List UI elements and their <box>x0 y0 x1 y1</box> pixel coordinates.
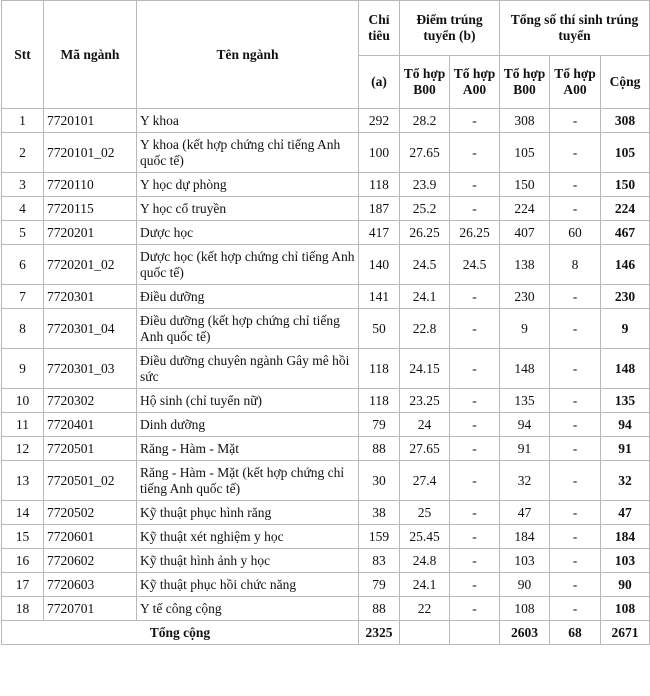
row-stt: 8 <box>2 309 44 349</box>
row-ten-nganh: Dinh dưỡng <box>137 413 359 437</box>
row-cong: 105 <box>601 133 650 173</box>
header-stt: Stt <box>2 1 44 109</box>
total-empty-a00 <box>450 621 500 645</box>
row-diem-b00: 24 <box>400 413 450 437</box>
row-cong: 230 <box>601 285 650 309</box>
row-ten-nganh: Hộ sinh (chỉ tuyển nữ) <box>137 389 359 413</box>
row-diem-a00: - <box>450 461 500 501</box>
header-chi-tieu: Chỉ tiêu <box>359 1 400 56</box>
row-cong: 146 <box>601 245 650 285</box>
row-ma-nganh: 7720301_03 <box>44 349 137 389</box>
total-ts-a00: 68 <box>550 621 601 645</box>
row-diem-a00: - <box>450 197 500 221</box>
row-ts-a00: - <box>550 349 601 389</box>
table-row <box>2 285 650 309</box>
row-ts-a00: - <box>550 309 601 349</box>
row-ts-a00: - <box>550 109 601 133</box>
row-diem-b00: 27.65 <box>400 133 450 173</box>
row-cong: 224 <box>601 197 650 221</box>
row-chi-tieu: 118 <box>359 389 400 413</box>
total-row <box>2 621 650 645</box>
row-diem-a00: - <box>450 525 500 549</box>
table-row <box>2 309 650 349</box>
row-ma-nganh: 7720701 <box>44 597 137 621</box>
row-chi-tieu: 417 <box>359 221 400 245</box>
row-stt: 4 <box>2 197 44 221</box>
header-chi-tieu-sub: (a) <box>359 56 400 109</box>
row-cong: 135 <box>601 389 650 413</box>
row-diem-a00: - <box>450 549 500 573</box>
row-diem-a00: - <box>450 309 500 349</box>
row-diem-b00: 27.65 <box>400 437 450 461</box>
row-diem-a00: 26.25 <box>450 221 500 245</box>
row-chi-tieu: 88 <box>359 597 400 621</box>
row-diem-a00: 24.5 <box>450 245 500 285</box>
row-diem-b00: 23.9 <box>400 173 450 197</box>
row-chi-tieu: 159 <box>359 525 400 549</box>
row-stt: 10 <box>2 389 44 413</box>
row-diem-a00: - <box>450 349 500 389</box>
row-stt: 6 <box>2 245 44 285</box>
total-empty-b00 <box>400 621 450 645</box>
row-chi-tieu: 30 <box>359 461 400 501</box>
total-label: Tổng cộng <box>2 621 359 645</box>
row-stt: 1 <box>2 109 44 133</box>
row-cong: 47 <box>601 501 650 525</box>
row-stt: 12 <box>2 437 44 461</box>
row-ma-nganh: 7720201_02 <box>44 245 137 285</box>
row-ts-a00: 8 <box>550 245 601 285</box>
row-ts-b00: 90 <box>500 573 550 597</box>
table-row <box>2 245 650 285</box>
row-diem-b00: 28.2 <box>400 109 450 133</box>
total-chi-tieu: 2325 <box>359 621 400 645</box>
table-row <box>2 109 650 133</box>
row-ma-nganh: 7720101_02 <box>44 133 137 173</box>
row-ts-b00: 108 <box>500 597 550 621</box>
row-cong: 467 <box>601 221 650 245</box>
row-stt: 7 <box>2 285 44 309</box>
row-diem-b00: 24.15 <box>400 349 450 389</box>
admission-results-table <box>1 0 650 645</box>
row-ma-nganh: 7720603 <box>44 573 137 597</box>
row-cong: 103 <box>601 549 650 573</box>
header-row-top <box>2 1 650 56</box>
row-ma-nganh: 7720115 <box>44 197 137 221</box>
row-diem-a00: - <box>450 413 500 437</box>
table-row <box>2 461 650 501</box>
header-ten-nganh: Tên ngành <box>137 1 359 109</box>
row-stt: 3 <box>2 173 44 197</box>
row-cong: 9 <box>601 309 650 349</box>
row-ts-b00: 32 <box>500 461 550 501</box>
row-cong: 150 <box>601 173 650 197</box>
row-ten-nganh: Dược học (kết hợp chứng chỉ tiếng Anh quốc tế) <box>137 245 359 285</box>
row-diem-a00: - <box>450 437 500 461</box>
row-ts-b00: 103 <box>500 549 550 573</box>
row-ts-b00: 105 <box>500 133 550 173</box>
row-ts-a00: 60 <box>550 221 601 245</box>
row-ts-b00: 184 <box>500 525 550 549</box>
table-row <box>2 525 650 549</box>
row-ts-a00: - <box>550 197 601 221</box>
row-ts-a00: - <box>550 413 601 437</box>
row-ten-nganh: Kỹ thuật phục hình răng <box>137 501 359 525</box>
row-ts-a00: - <box>550 573 601 597</box>
row-cong: 94 <box>601 413 650 437</box>
row-ten-nganh: Y tế công cộng <box>137 597 359 621</box>
row-ten-nganh: Kỹ thuật hình ảnh y học <box>137 549 359 573</box>
row-ts-a00: - <box>550 501 601 525</box>
row-diem-b00: 27.4 <box>400 461 450 501</box>
row-stt: 17 <box>2 573 44 597</box>
header-ma-nganh: Mã ngành <box>44 1 137 109</box>
row-diem-a00: - <box>450 109 500 133</box>
row-cong: 184 <box>601 525 650 549</box>
row-ts-a00: - <box>550 525 601 549</box>
table-row <box>2 197 650 221</box>
total-ts-b00: 2603 <box>500 621 550 645</box>
row-stt: 2 <box>2 133 44 173</box>
row-ts-b00: 135 <box>500 389 550 413</box>
row-ten-nganh: Y học cổ truyền <box>137 197 359 221</box>
header-diem-a00: Tổ hợp A00 <box>450 56 500 109</box>
row-ma-nganh: 7720301_04 <box>44 309 137 349</box>
row-ma-nganh: 7720501 <box>44 437 137 461</box>
row-diem-a00: - <box>450 501 500 525</box>
table-row <box>2 221 650 245</box>
row-ma-nganh: 7720401 <box>44 413 137 437</box>
row-stt: 11 <box>2 413 44 437</box>
table-row <box>2 413 650 437</box>
row-ts-b00: 150 <box>500 173 550 197</box>
row-chi-tieu: 118 <box>359 173 400 197</box>
row-diem-b00: 25.2 <box>400 197 450 221</box>
row-ts-b00: 224 <box>500 197 550 221</box>
row-stt: 13 <box>2 461 44 501</box>
row-diem-b00: 22 <box>400 597 450 621</box>
row-diem-a00: - <box>450 133 500 173</box>
row-ts-b00: 308 <box>500 109 550 133</box>
header-diem-trung-tuyen: Điểm trúng tuyển (b) <box>400 1 500 56</box>
row-ts-a00: - <box>550 437 601 461</box>
row-ten-nganh: Điều dưỡng (kết hợp chứng chỉ tiếng Anh quốc tế) <box>137 309 359 349</box>
row-diem-b00: 23.25 <box>400 389 450 413</box>
row-cong: 148 <box>601 349 650 389</box>
table-body <box>2 109 650 645</box>
row-ts-a00: - <box>550 285 601 309</box>
header-cong: Cộng <box>601 56 650 109</box>
header-ts-b00: Tổ hợp B00 <box>500 56 550 109</box>
row-diem-b00: 24.1 <box>400 285 450 309</box>
row-diem-a00: - <box>450 573 500 597</box>
row-ten-nganh: Dược học <box>137 221 359 245</box>
row-ma-nganh: 7720301 <box>44 285 137 309</box>
row-diem-b00: 25 <box>400 501 450 525</box>
row-diem-b00: 24.8 <box>400 549 450 573</box>
row-ten-nganh: Y khoa <box>137 109 359 133</box>
row-cong: 108 <box>601 597 650 621</box>
table-row <box>2 349 650 389</box>
row-ts-b00: 47 <box>500 501 550 525</box>
row-ts-a00: - <box>550 389 601 413</box>
row-ts-a00: - <box>550 133 601 173</box>
table-row <box>2 133 650 173</box>
row-chi-tieu: 118 <box>359 349 400 389</box>
header-diem-b00: Tổ hợp B00 <box>400 56 450 109</box>
row-stt: 18 <box>2 597 44 621</box>
row-chi-tieu: 292 <box>359 109 400 133</box>
row-ts-b00: 94 <box>500 413 550 437</box>
row-ma-nganh: 7720601 <box>44 525 137 549</box>
row-chi-tieu: 83 <box>359 549 400 573</box>
row-ts-a00: - <box>550 549 601 573</box>
row-diem-a00: - <box>450 285 500 309</box>
row-ma-nganh: 7720502 <box>44 501 137 525</box>
row-chi-tieu: 50 <box>359 309 400 349</box>
row-ten-nganh: Kỹ thuật phục hồi chức năng <box>137 573 359 597</box>
row-ten-nganh: Y học dự phòng <box>137 173 359 197</box>
row-cong: 91 <box>601 437 650 461</box>
row-chi-tieu: 38 <box>359 501 400 525</box>
row-ts-b00: 148 <box>500 349 550 389</box>
row-chi-tieu: 141 <box>359 285 400 309</box>
total-cong: 2671 <box>601 621 650 645</box>
row-ma-nganh: 7720101 <box>44 109 137 133</box>
row-ma-nganh: 7720602 <box>44 549 137 573</box>
table-row <box>2 597 650 621</box>
row-chi-tieu: 140 <box>359 245 400 285</box>
row-ts-a00: - <box>550 597 601 621</box>
row-diem-a00: - <box>450 173 500 197</box>
row-ten-nganh: Điều dưỡng chuyên ngành Gây mê hồi sức <box>137 349 359 389</box>
row-stt: 16 <box>2 549 44 573</box>
row-diem-b00: 25.45 <box>400 525 450 549</box>
row-chi-tieu: 79 <box>359 413 400 437</box>
table-row <box>2 437 650 461</box>
row-diem-b00: 26.25 <box>400 221 450 245</box>
row-ma-nganh: 7720201 <box>44 221 137 245</box>
row-ma-nganh: 7720110 <box>44 173 137 197</box>
table-row <box>2 173 650 197</box>
row-diem-b00: 24.1 <box>400 573 450 597</box>
table-row <box>2 501 650 525</box>
table-row <box>2 549 650 573</box>
row-diem-a00: - <box>450 389 500 413</box>
row-ten-nganh: Kỹ thuật xét nghiệm y học <box>137 525 359 549</box>
row-ten-nganh: Răng - Hàm - Mặt <box>137 437 359 461</box>
table-row <box>2 573 650 597</box>
row-ts-b00: 138 <box>500 245 550 285</box>
row-chi-tieu: 79 <box>359 573 400 597</box>
row-ts-a00: - <box>550 173 601 197</box>
row-ts-b00: 91 <box>500 437 550 461</box>
row-chi-tieu: 88 <box>359 437 400 461</box>
row-ts-a00: - <box>550 461 601 501</box>
row-stt: 9 <box>2 349 44 389</box>
row-ts-b00: 230 <box>500 285 550 309</box>
row-stt: 14 <box>2 501 44 525</box>
header-ts-a00: Tổ hợp A00 <box>550 56 601 109</box>
row-cong: 32 <box>601 461 650 501</box>
row-chi-tieu: 187 <box>359 197 400 221</box>
row-cong: 308 <box>601 109 650 133</box>
row-stt: 15 <box>2 525 44 549</box>
row-cong: 90 <box>601 573 650 597</box>
row-chi-tieu: 100 <box>359 133 400 173</box>
table-row <box>2 389 650 413</box>
row-ma-nganh: 7720302 <box>44 389 137 413</box>
header-tong-so-thi-sinh: Tổng số thí sinh trúng tuyển <box>500 1 650 56</box>
row-ma-nganh: 7720501_02 <box>44 461 137 501</box>
row-ten-nganh: Y khoa (kết hợp chứng chỉ tiếng Anh quốc tế) <box>137 133 359 173</box>
row-ts-b00: 9 <box>500 309 550 349</box>
row-ts-b00: 407 <box>500 221 550 245</box>
row-ten-nganh: Răng - Hàm - Mặt (kết hợp chứng chỉ tiếng Anh quốc tế) <box>137 461 359 501</box>
row-diem-a00: - <box>450 597 500 621</box>
row-ten-nganh: Điều dưỡng <box>137 285 359 309</box>
row-diem-b00: 24.5 <box>400 245 450 285</box>
row-stt: 5 <box>2 221 44 245</box>
row-diem-b00: 22.8 <box>400 309 450 349</box>
